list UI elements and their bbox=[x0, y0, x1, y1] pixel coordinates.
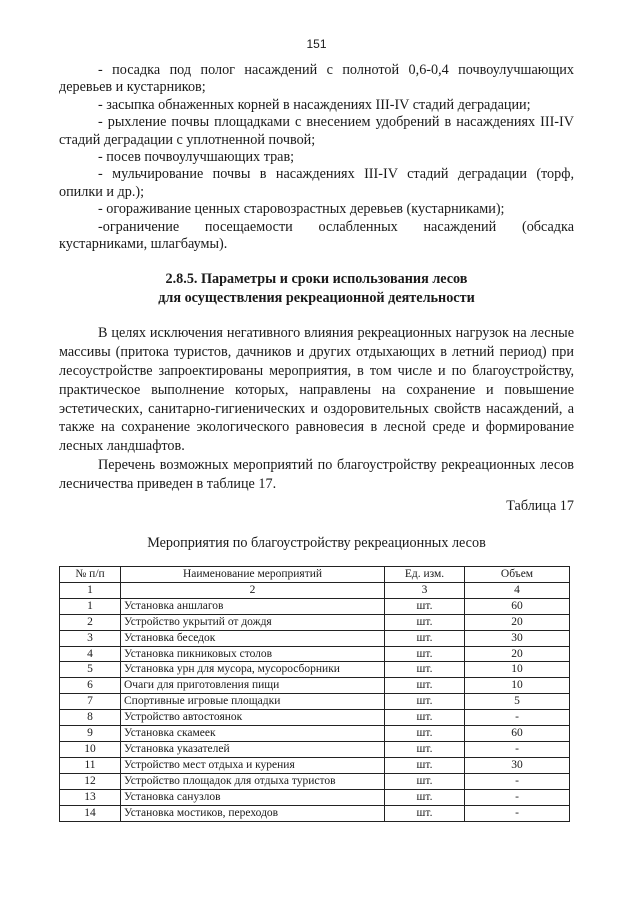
row-volume: 20 bbox=[465, 614, 570, 630]
page-number: 151 bbox=[306, 37, 327, 51]
row-unit: шт. bbox=[385, 726, 465, 742]
bullet-item: -ограничение посещаемости ослабленных насаждений (обсадка кустарниками, шлагбаумы). bbox=[59, 218, 574, 253]
header-name: Наименование мероприятий bbox=[121, 567, 385, 583]
row-number: 12 bbox=[60, 773, 121, 789]
row-name: Установка мостиков, переходов bbox=[121, 805, 385, 821]
row-volume: - bbox=[465, 789, 570, 805]
table-row bbox=[60, 805, 570, 821]
row-unit: шт. bbox=[385, 630, 465, 646]
row-volume: 30 bbox=[465, 630, 570, 646]
row-name: Установка аншлагов bbox=[121, 598, 385, 614]
row-volume: - bbox=[465, 741, 570, 757]
row-unit: шт. bbox=[385, 757, 465, 773]
row-volume: - bbox=[465, 710, 570, 726]
row-volume: - bbox=[465, 773, 570, 789]
row-number: 2 bbox=[60, 614, 121, 630]
row-number: 4 bbox=[60, 646, 121, 662]
row-unit: шт. bbox=[385, 662, 465, 678]
row-name: Установка указателей bbox=[121, 741, 385, 757]
table-caption: Мероприятия по благоустройству рекреационных лесов bbox=[147, 535, 486, 551]
row-name: Спортивные игровые площадки bbox=[121, 694, 385, 710]
row-volume: 5 bbox=[465, 694, 570, 710]
row-number: 14 bbox=[60, 805, 121, 821]
row-unit: шт. bbox=[385, 646, 465, 662]
row-number: 13 bbox=[60, 789, 121, 805]
row-name: Устройство автостоянок bbox=[121, 710, 385, 726]
row-volume: 20 bbox=[465, 646, 570, 662]
bullet-item: - огораживание ценных старовозрастных деревьев (кустарниками); bbox=[98, 201, 505, 218]
section-heading bbox=[59, 270, 574, 308]
row-name: Устройство укрытий от дождя bbox=[121, 614, 385, 630]
table-header-row bbox=[60, 567, 570, 583]
row-unit: шт. bbox=[385, 598, 465, 614]
row-volume: 30 bbox=[465, 757, 570, 773]
events-table bbox=[59, 566, 570, 822]
table-row bbox=[60, 598, 570, 614]
row-volume: 60 bbox=[465, 598, 570, 614]
row-number: 1 bbox=[60, 598, 121, 614]
column-index: 3 bbox=[385, 582, 465, 598]
row-number: 8 bbox=[60, 710, 121, 726]
row-number: 7 bbox=[60, 694, 121, 710]
table-row bbox=[60, 614, 570, 630]
table-row bbox=[60, 678, 570, 694]
table-label: Таблица 17 bbox=[506, 498, 574, 514]
row-volume: 10 bbox=[465, 678, 570, 694]
table-row bbox=[60, 694, 570, 710]
table-row bbox=[60, 789, 570, 805]
bullet-item: - мульчирование почвы в насаждениях III-IV стадий деградации (торф, опилки и др.); bbox=[59, 166, 574, 200]
row-unit: шт. bbox=[385, 710, 465, 726]
table-row bbox=[60, 726, 570, 742]
row-unit: шт. bbox=[385, 805, 465, 821]
row-name: Устройство площадок для отдыха туристов bbox=[121, 773, 385, 789]
bullet-item: - засыпка обнаженных корней в насаждениях III-IV стадий деградации; bbox=[98, 96, 531, 113]
section-heading-line2: для осуществления рекреационной деятельности bbox=[158, 290, 475, 307]
row-number: 10 bbox=[60, 741, 121, 757]
table-row bbox=[60, 646, 570, 662]
row-number: 3 bbox=[60, 630, 121, 646]
row-volume: - bbox=[465, 805, 570, 821]
bullet-item: - посадка под полог насаждений с полнотой 0,6-0,4 почвоулучшающих деревьев и кустарников; bbox=[59, 62, 574, 96]
row-number: 5 bbox=[60, 662, 121, 678]
row-number: 9 bbox=[60, 726, 121, 742]
row-number: 11 bbox=[60, 757, 121, 773]
table-row bbox=[60, 630, 570, 646]
header-number: № п/п bbox=[60, 567, 121, 583]
row-volume: 60 bbox=[465, 726, 570, 742]
paragraph: В целях исключения негативного влияния рекреационных нагрузок на лесные массивы (притока туристов, дачников и других отдыхающих в летний период) при лесоустройстве запроектированы мероприятия, в том числе и по благоустройству, практическое выполнение которых, направлены на сохранение и повышение эстетических, санитарно-гигиенических и оздоровительных свойств насаждений, а также на сохранение экологического равновесия в лесной среде и формирование лесных ландшафтов. bbox=[59, 325, 574, 455]
section-heading-line1: 2.8.5. Параметры и сроки использования лесов bbox=[165, 271, 468, 288]
row-name: Установка беседок bbox=[121, 630, 385, 646]
row-unit: шт. bbox=[385, 614, 465, 630]
row-name: Установка скамеек bbox=[121, 726, 385, 742]
column-index: 4 bbox=[465, 582, 570, 598]
body-text bbox=[59, 62, 574, 494]
column-index-row bbox=[60, 582, 570, 598]
row-unit: шт. bbox=[385, 789, 465, 805]
table-row bbox=[60, 773, 570, 789]
row-name: Устройство мест отдыха и курения bbox=[121, 757, 385, 773]
row-name: Установка урн для мусора, мусоросборники bbox=[121, 662, 385, 678]
bullet-item: - посев почвоулучшающих трав; bbox=[98, 149, 295, 166]
table-row bbox=[60, 710, 570, 726]
table-row bbox=[60, 741, 570, 757]
row-volume: 10 bbox=[465, 662, 570, 678]
row-name: Установка санузлов bbox=[121, 789, 385, 805]
row-name: Установка пикниковых столов bbox=[121, 646, 385, 662]
row-unit: шт. bbox=[385, 694, 465, 710]
table-row bbox=[60, 757, 570, 773]
row-unit: шт. bbox=[385, 741, 465, 757]
bullet-item: - рыхление почвы площадками с внесением удобрений в насаждениях III-IV стадий деградации с уплотненной почвой; bbox=[59, 114, 574, 148]
paragraph: Перечень возможных мероприятий по благоустройству рекреационных лесов лесничества приведен в таблице 17. bbox=[59, 457, 574, 492]
row-name: Очаги для приготовления пищи bbox=[121, 678, 385, 694]
header-volume: Объем bbox=[465, 567, 570, 583]
column-index: 2 bbox=[121, 582, 385, 598]
column-index: 1 bbox=[60, 582, 121, 598]
row-unit: шт. bbox=[385, 773, 465, 789]
row-unit: шт. bbox=[385, 678, 465, 694]
header-unit: Ед. изм. bbox=[385, 567, 465, 583]
table-row bbox=[60, 662, 570, 678]
row-number: 6 bbox=[60, 678, 121, 694]
